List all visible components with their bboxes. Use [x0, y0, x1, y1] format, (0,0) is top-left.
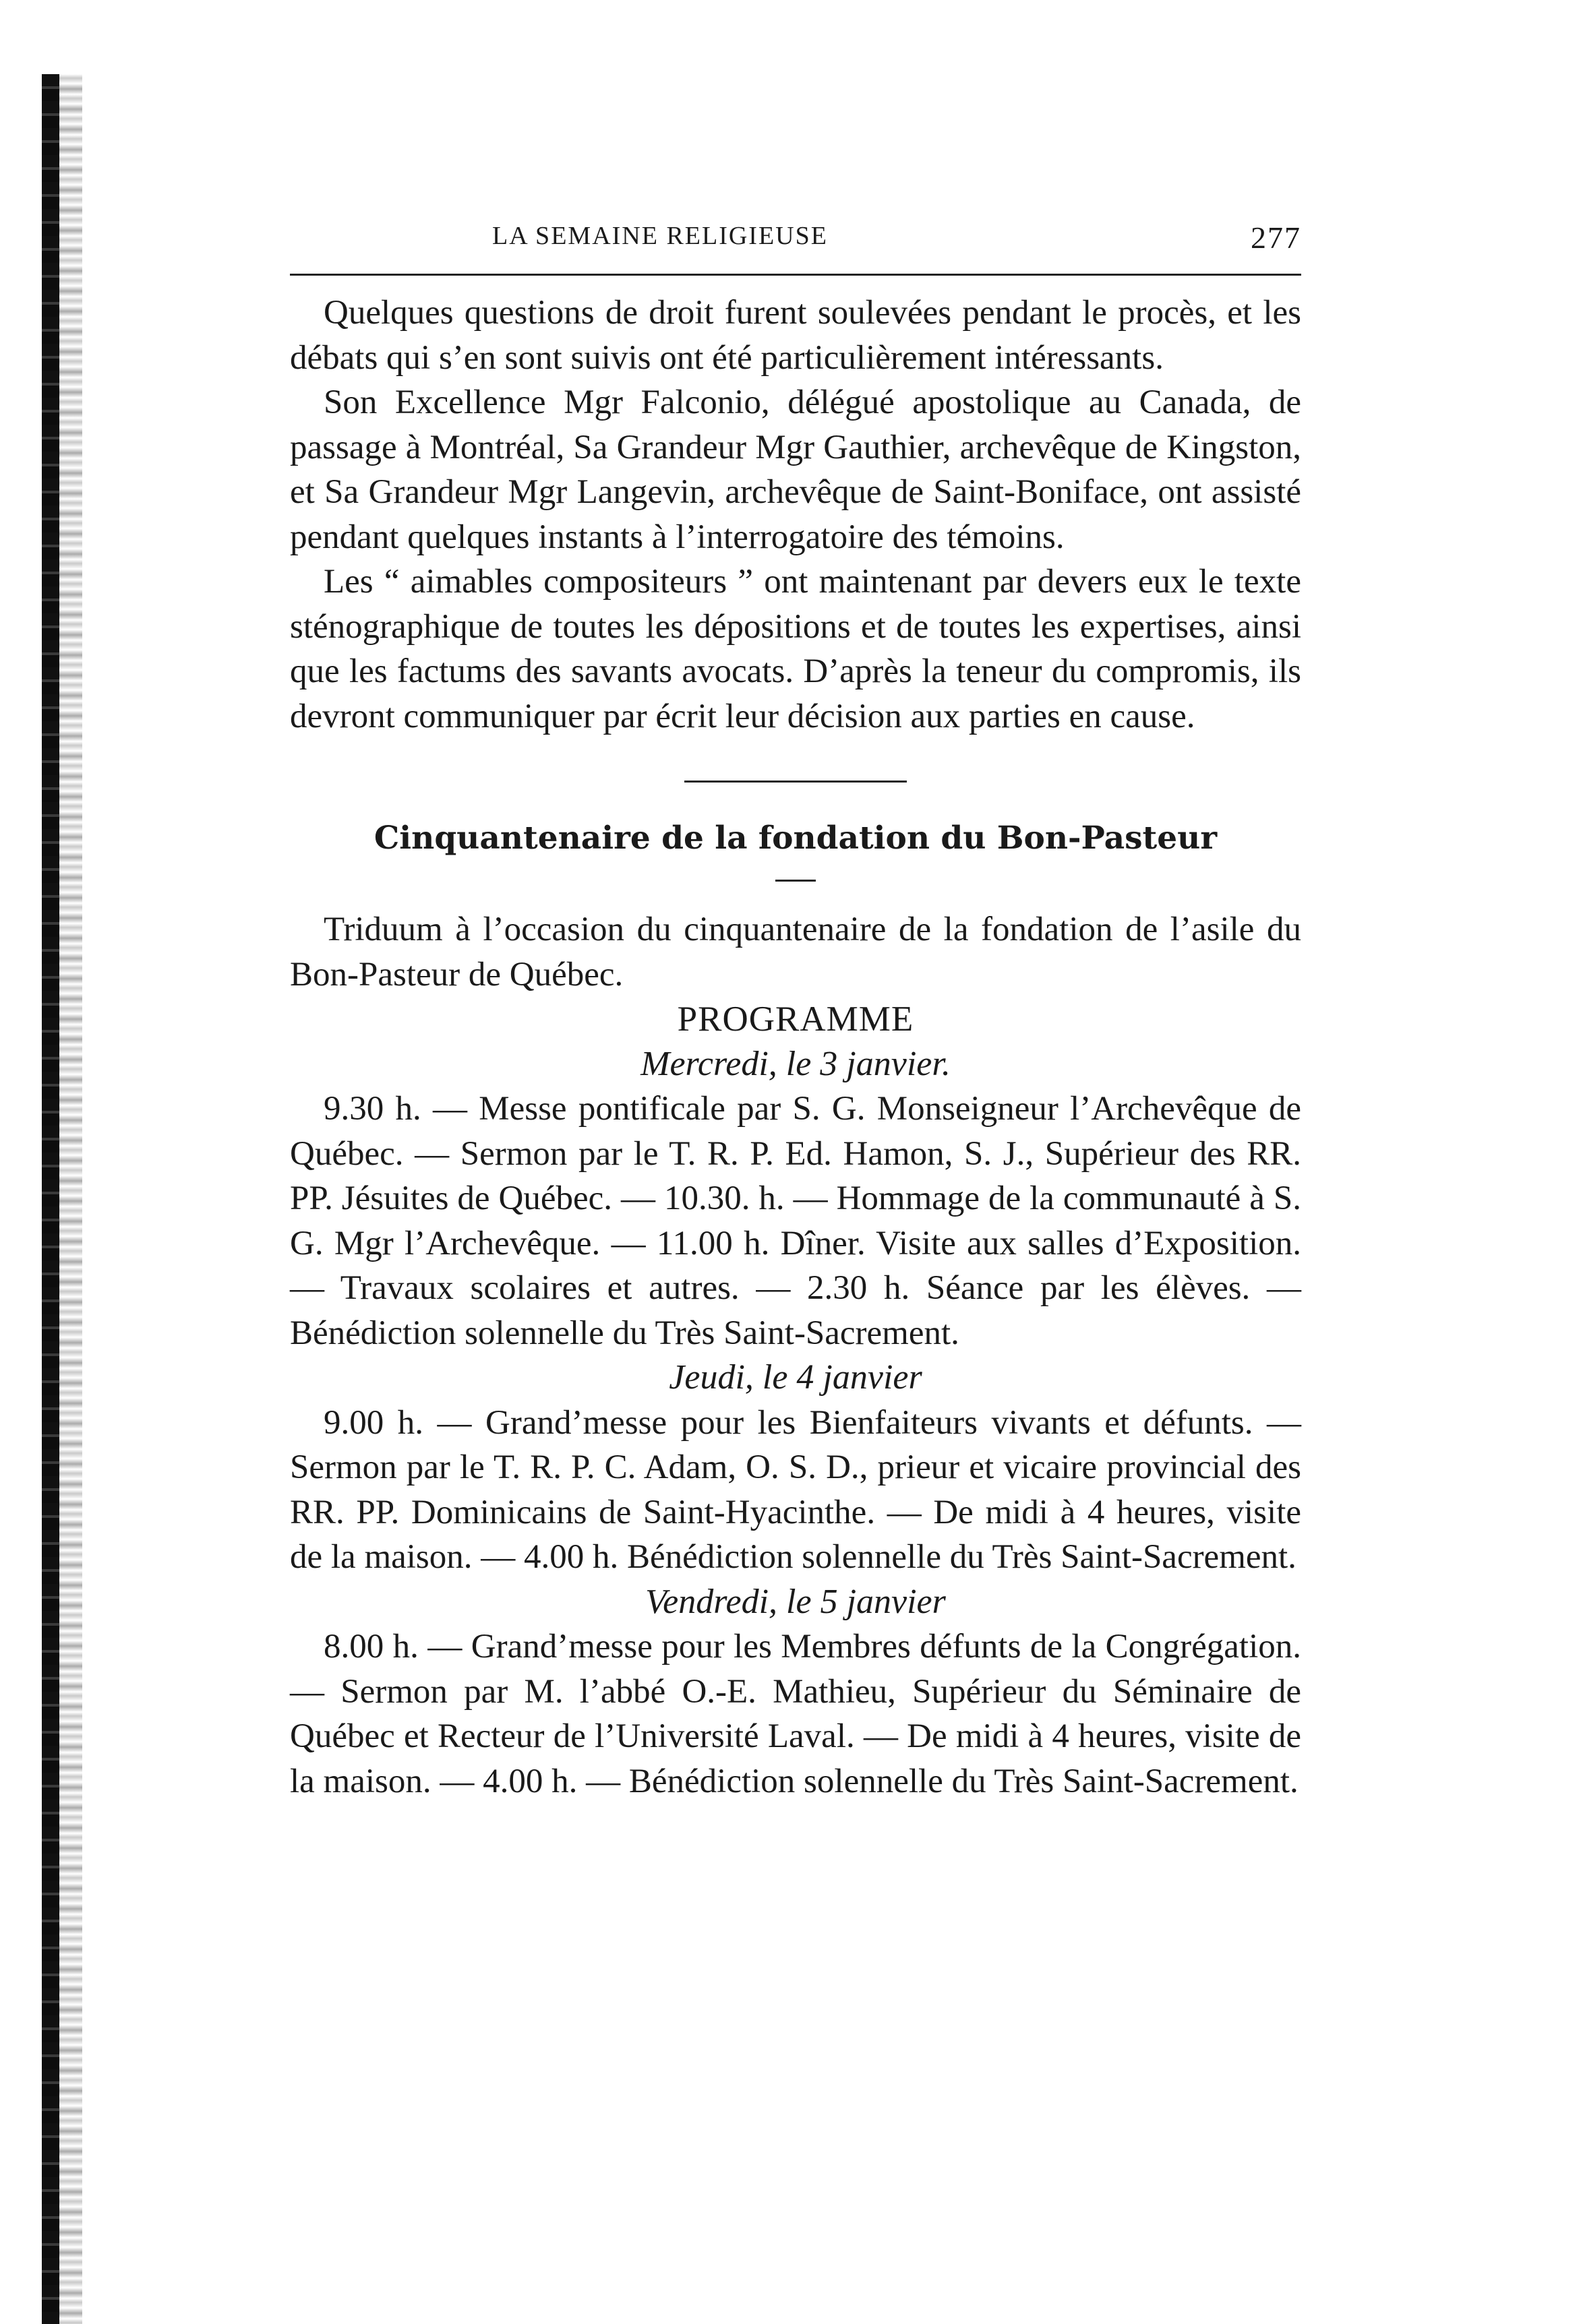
paragraph: Les “ aimables compositeurs ” ont maintenant par devers eux le texte sténographique de toutes les dépositions et de toutes les expertises, ainsi que les factums des savants avocats. D’après la teneur du compromis, ils devront communiquer par écrit leur décision aux parties en cause. — [290, 563, 1301, 735]
day-schedule: 8.00 h. — Grand’messe pour les Membres défunts de la Congrégation. — Sermon par M. l’abbé O.-E. Mathieu, Supérieur du Séminaire de Québec et Recteur de l’Université Laval. — De midi à 4 heures, visite de la maison. — 4.00 h. — Bénédiction solennelle du Très Saint-Sacrement. — [290, 1628, 1301, 1800]
day-schedule: 9.00 h. — Grand’messe pour les Bienfaiteurs vivants et défunts. — Sermon par le T. R. P. C. Adam, O. S. D., prieur et vicaire provincial des RR. PP. Dominicains de Saint-Hyacinthe. — De midi à 4 heures, visite de la maison. — 4.00 h. Bénédiction solennelle du Très Saint-Sacrement. — [290, 1403, 1301, 1576]
day-schedule: 9.30 h. — Messe pontificale par S. G. Monseigneur l’Archevêque de Québec. — Sermon par le T. R. P. Ed. Hamon, S. J., Supérieur des RR. PP. Jésuites de Québec. — 10.30. h. — Hommage de la communauté à S. G. Mgr l’Archevêque. — 11.00 h. Dîner. Visite aux salles d’Exposition. — Travaux scolaires et autres. — 2.30 h. Séance par les élèves. — Bénédiction solennelle du Très Saint-Sacrement. — [290, 1090, 1301, 1352]
page-column — [290, 214, 1301, 1804]
running-head-title: LA SEMAINE RELIGIEUSE — [492, 222, 828, 250]
paragraph: Quelques questions de droit furent soulevées pendant le procès, et les débats qui s’en sont suivis ont été particulièrement intéressants. — [290, 294, 1301, 377]
section-title: Cinquantenaire de la fondation du Bon-Pasteur — [374, 820, 1218, 857]
paragraph: Son Excellence Mgr Falconio, délégué apostolique au Canada, de passage à Montréal, Sa Grandeur Mgr Gauthier, archevêque de Kingston, et Sa Grandeur Mgr Langevin, archevêque de Saint-Boniface, ont assisté pendant quelques instants à l’interrogatoire des témoins. — [290, 384, 1301, 556]
day-heading: Mercredi, le 3 janvier. — [640, 1044, 951, 1083]
title-dash — [775, 880, 816, 882]
program-heading: PROGRAMME — [677, 1000, 914, 1039]
page-number: 277 — [1251, 220, 1301, 255]
day-heading: Vendredi, le 5 janvier — [645, 1582, 946, 1621]
section-intro: Triduum à l’occasion du cinquantenaire de la fondation de l’asile du Bon-Pasteur de Québec. — [290, 911, 1301, 993]
day-heading: Jeudi, le 4 janvier — [669, 1358, 922, 1397]
section-separator — [684, 781, 907, 783]
header-rule — [290, 274, 1301, 276]
running-head — [290, 214, 1301, 262]
book-binding-edge — [42, 74, 59, 2324]
